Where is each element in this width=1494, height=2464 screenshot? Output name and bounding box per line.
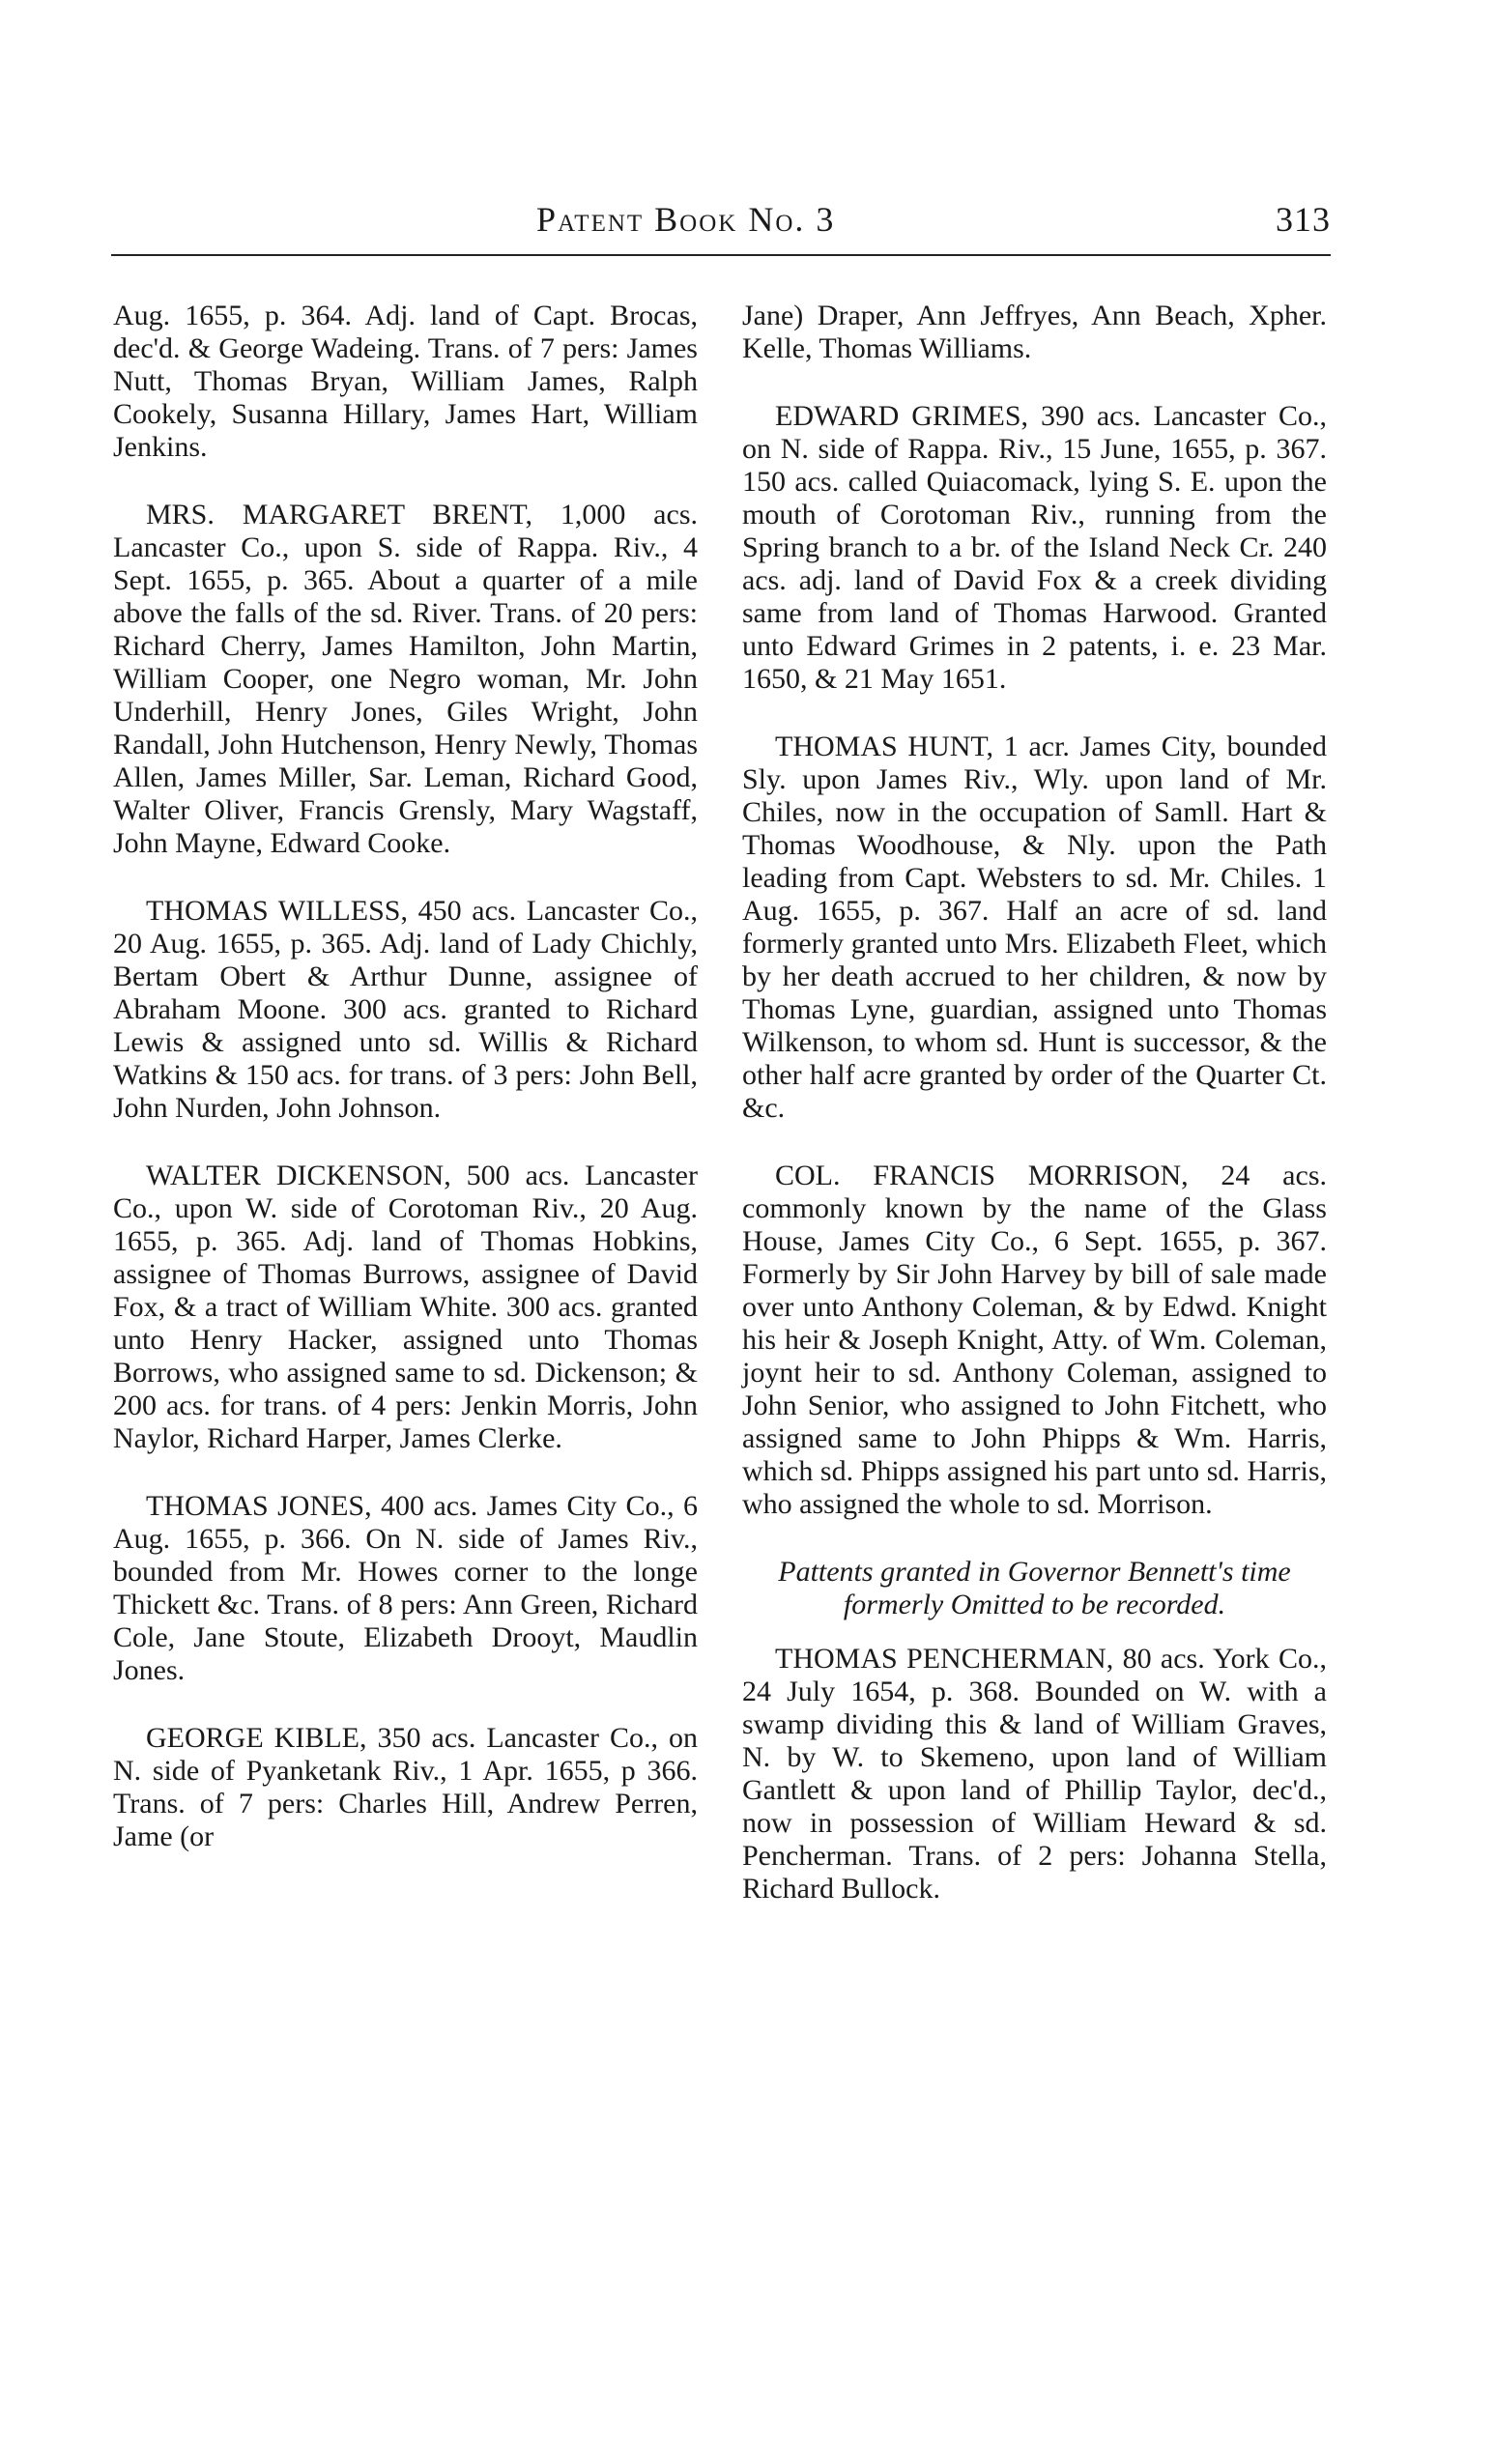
entry-francis-morrison: COL. FRANCIS MORRISON, 24 acs. commonly known by the name of the Glass House, James City Co., 6 Sept. 1655, p. 367. Formerly by Sir John Harvey by bill of sale made over unto Anthony Coleman, & by Edwd. Knight his heir & Joseph Knight, Atty. of Wm. Coleman, joynt heir to sd. Anthony Coleman, assigned to John Senior, who assigned to John Fitchett, who assigned same to John Phipps & Wm. Harris, which sd. Phipps assigned his part unto sd. Harris, who assigned the whole to sd. Morrison. <box>742 1160 1327 1520</box>
header-rule <box>111 254 1331 256</box>
entry-walter-dickenson: WALTER DICKENSON, 500 acs. Lancaster Co., upon W. side of Corotoman Riv., 20 Aug. 1655, p. 365. Adj. land of Thomas Hobkins, assignee of Thomas Burrows, assignee of David Fox, & a tract of William White. 300 acs. granted unto Henry Hacker, assigned unto Thomas Borrows, who assigned same to sd. Dickenson; & 200 acs. for trans. of 4 pers: Jenkin Morris, John Naylor, Richard Harper, James Clerke. <box>113 1160 698 1454</box>
left-column <box>113 300 698 1888</box>
section-heading: Pattents granted in Governor Bennett's time formerly Omitted to be recorded. <box>778 1556 1291 1620</box>
right-column <box>742 300 1327 1940</box>
running-title: Patent Book No. 3 <box>536 200 836 239</box>
entry-margaret-brent: MRS. MARGARET BRENT, 1,000 acs. Lancaster Co., upon S. side of Rappa. Riv., 4 Sept. 1655, p. 365. About a quarter of a mile above the falls of the sd. River. Trans. of 20 pers: Richard Cherry, James Hamilton, John Martin, William Cooper, one Negro woman, Mr. John Underhill, Henry Jones, Giles Wright, John Randall, John Hutchenson, Henry Newly, Thomas Allen, James Miller, Sar. Leman, Richard Good, Walter Oliver, Francis Grensly, Mary Wagstaff, John Mayne, Edward Cooke. <box>113 499 698 859</box>
entry-thomas-hunt: THOMAS HUNT, 1 acr. James City, bounded Sly. upon James Riv., Wly. upon land of Mr. Chiles, now in the occupation of Samll. Hart & Thomas Woodhouse, & Nly. upon the Path leading from Capt. Websters to sd. Mr. Chiles. 1 Aug. 1655, p. 367. Half an acre of sd. land formerly granted unto Mrs. Elizabeth Fleet, which by her death accrued to her children, & now by Thomas Lyne, guardian, assigned unto Thomas Wilkenson, to whom sd. Hunt is successor, & the other half acre granted by order of the Quarter Ct. &c. <box>742 731 1327 1124</box>
entry-thomas-jones: THOMAS JONES, 400 acs. James City Co., 6 Aug. 1655, p. 366. On N. side of James Riv., bounded from Mr. Howes corner to the longe Thickett &c. Trans. of 8 pers: Ann Green, Richard Cole, Jane Stoute, Elizabeth Drooyt, Maudlin Jones. <box>113 1490 698 1686</box>
page-number: 313 <box>1276 200 1331 239</box>
entry-continuation: Jane) Draper, Ann Jeffryes, Ann Beach, Xpher. Kelle, Thomas Williams. <box>742 300 1327 364</box>
entry-george-kible: GEORGE KIBLE, 350 acs. Lancaster Co., on N. side of Pyanketank Riv., 1 Apr. 1655, p 366. Trans. of 7 pers: Charles Hill, Andrew Perren, Jame (or <box>113 1722 698 1852</box>
entry-edward-grimes: EDWARD GRIMES, 390 acs. Lancaster Co., on N. side of Rappa. Riv., 15 June, 1655, p. 367. 150 acs. called Quiacomack, lying S. E. upon the mouth of Corotoman Riv., running from the Spring branch to a br. of the Island Neck Cr. 240 acs. adj. land of David Fox & a creek dividing same from land of Thomas Harwood. Granted unto Edward Grimes in 2 patents, i. e. 23 Mar. 1650, & 21 May 1651. <box>742 400 1327 695</box>
entry-thomas-pencherman: THOMAS PENCHERMAN, 80 acs. York Co., 24 July 1654, p. 368. Bounded on W. with a swamp dividing this & land of William Graves, N. by W. to Skemeno, upon land of William Gantlett & upon land of Phillip Taylor, dec'd., now in possession of William Heward & sd. Pencherman. Trans. of 2 pers: Johanna Stella, Richard Bullock. <box>742 1643 1327 1905</box>
entry-continuation: Aug. 1655, p. 364. Adj. land of Capt. Brocas, dec'd. & George Wadeing. Trans. of 7 pers: James Nutt, Thomas Bryan, William James, Ralph Cookely, Susanna Hillary, James Hart, William Jenkins. <box>113 300 698 463</box>
page-header <box>111 191 1331 245</box>
entry-thomas-willess: THOMAS WILLESS, 450 acs. Lancaster Co., 20 Aug. 1655, p. 365. Adj. land of Lady Chichly, Bertam Obert & Arthur Dunne, assignee of Abraham Moone. 300 acs. granted to Richard Lewis & assigned unto sd. Willis & Richard Watkins & 150 acs. for trans. of 3 pers: John Bell, John Nurden, John Johnson. <box>113 895 698 1124</box>
